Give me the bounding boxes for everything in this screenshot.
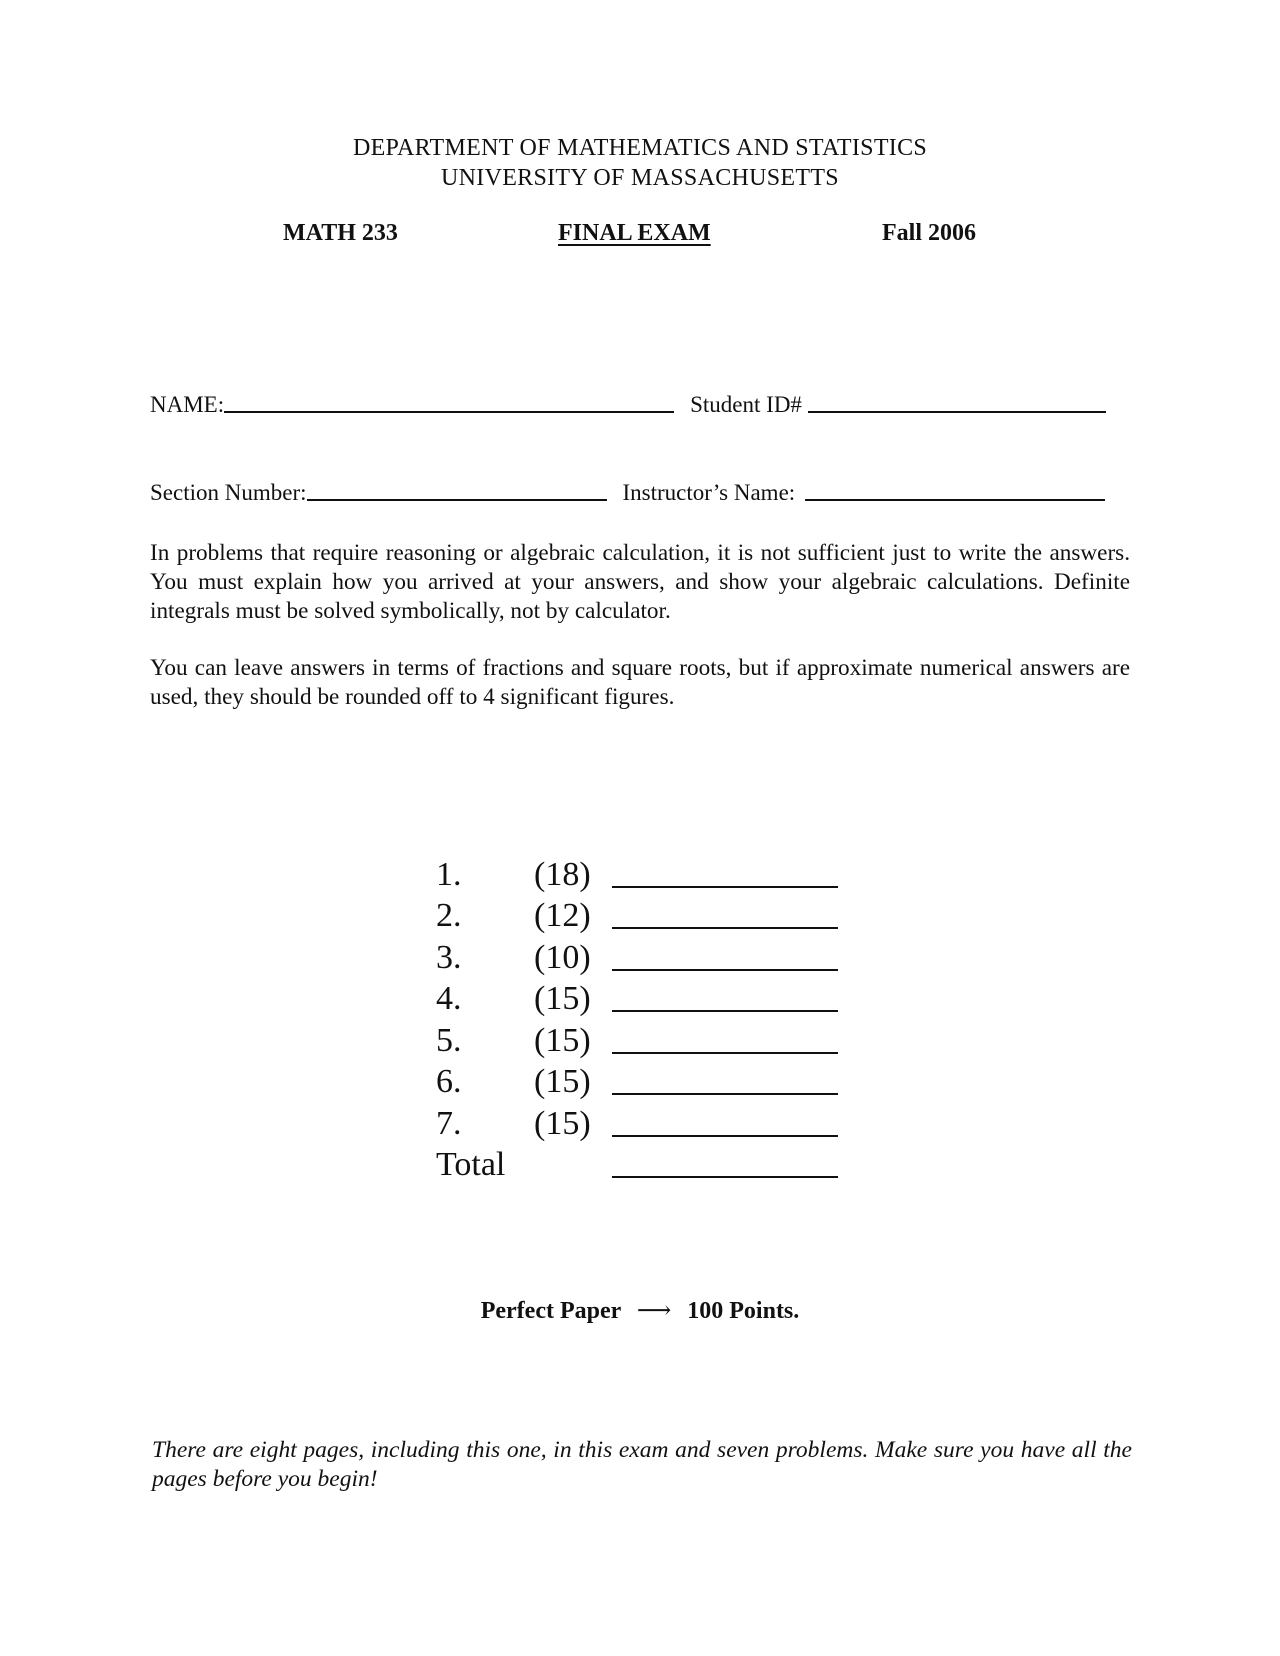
name-row — [150, 392, 1106, 418]
problem-points: (15) — [534, 980, 591, 1017]
course-number: MATH 233 — [283, 220, 398, 246]
score-row — [436, 935, 838, 977]
department-name: DEPARTMENT OF MATHEMATICS AND STATISTICS — [352, 135, 928, 161]
score-row — [436, 1101, 838, 1143]
score-row — [436, 1018, 838, 1060]
total-label: Total — [436, 1146, 506, 1183]
score-blank[interactable] — [612, 969, 838, 971]
problem-points: (10) — [534, 938, 591, 976]
score-blank[interactable] — [612, 886, 838, 888]
problem-points: (15) — [534, 1104, 591, 1142]
problem-number: 3. — [436, 938, 462, 976]
problem-number: 6. — [436, 1063, 462, 1100]
exam-term: Fall 2006 — [882, 220, 976, 246]
long-right-arrow-icon: ⟶ — [636, 1298, 672, 1324]
section-number-blank[interactable] — [307, 499, 607, 501]
total-row — [436, 1143, 838, 1185]
problem-number: 2. — [436, 897, 462, 934]
score-blank[interactable] — [612, 1093, 838, 1095]
perfect-paper-points: 100 Points. — [687, 1298, 800, 1324]
problem-number: 1. — [436, 855, 462, 893]
exam-title: FINAL EXAM — [558, 220, 711, 246]
score-row — [436, 1060, 838, 1102]
section-number-label: Section Number: — [150, 480, 307, 505]
instructions-paragraph-1: In problems that require reasoning or algebraic calculation, it is not sufficient just to write the answers. You must explain how you arrived at your answers, and show your algebraic calculations. Definite integrals must be solved symbolically, not by calculator. — [150, 540, 1130, 624]
score-blank[interactable] — [612, 927, 838, 929]
problem-points: (18) — [534, 855, 591, 893]
instructions-paragraph-2: You can leave answers in terms of fractions and square roots, but if approximate numerical answers are used, they should be rounded off to 4 significant figures. — [150, 655, 1130, 710]
score-blank[interactable] — [612, 1010, 838, 1012]
perfect-paper-label: Perfect Paper — [480, 1298, 621, 1324]
score-blank[interactable] — [612, 1052, 838, 1054]
student-id-blank[interactable] — [808, 411, 1106, 413]
score-row — [436, 894, 838, 936]
name-label: NAME: — [150, 392, 225, 417]
department-header — [0, 133, 1280, 193]
footer-note: There are eight pages, including this one, in this exam and seven problems. Make sure you have all the pages before you begin! — [152, 1437, 1132, 1492]
score-row — [436, 977, 838, 1019]
instructor-name-label: Instructor’s Name: — [622, 480, 796, 505]
problem-points: (15) — [534, 1063, 591, 1100]
name-blank[interactable] — [224, 411, 674, 413]
student-id-label: Student ID# — [690, 392, 802, 417]
section-row — [150, 480, 1105, 506]
problem-number: 7. — [436, 1104, 462, 1142]
perfect-paper-line — [0, 1296, 1280, 1325]
problem-points: (12) — [534, 897, 591, 934]
problem-number: 5. — [436, 1021, 462, 1059]
problem-number: 4. — [436, 980, 462, 1017]
total-score-blank[interactable] — [612, 1176, 838, 1178]
score-blank[interactable] — [612, 1135, 838, 1137]
instructor-name-blank[interactable] — [805, 499, 1105, 501]
university-name: UNIVERSITY OF MASSACHUSETTS — [441, 165, 839, 191]
score-row — [436, 852, 838, 894]
score-table — [436, 852, 838, 1184]
problem-points: (15) — [534, 1021, 591, 1059]
